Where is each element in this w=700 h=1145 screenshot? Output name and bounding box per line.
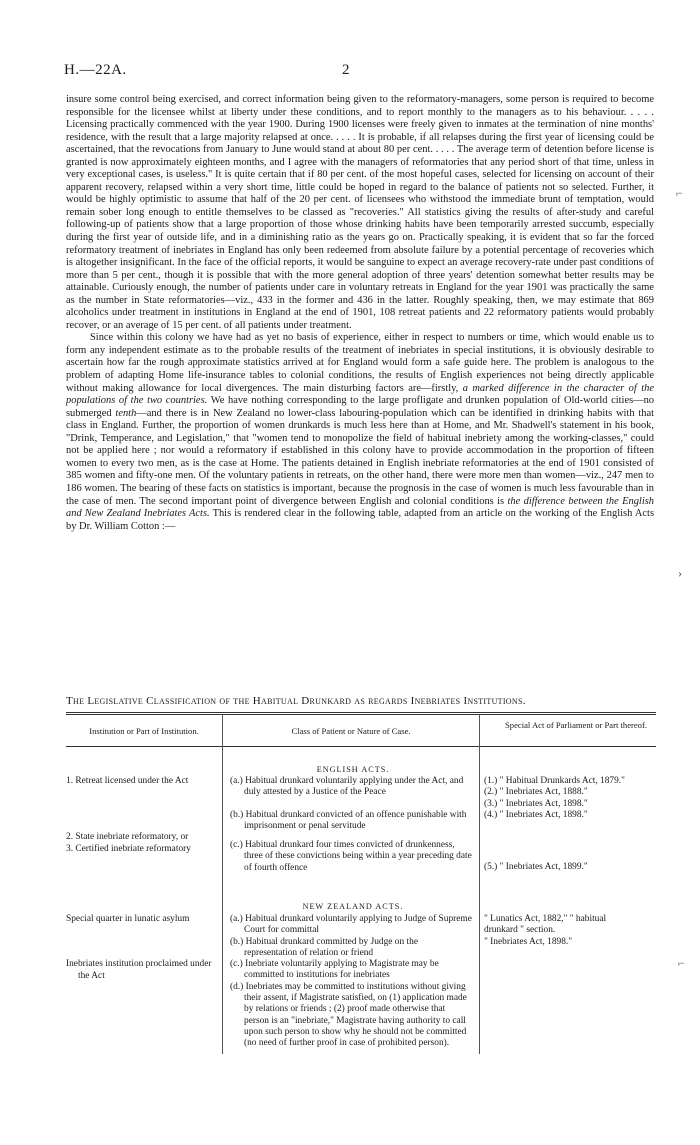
classification-table — [66, 710, 656, 1120]
english-acts — [484, 776, 656, 873]
body-text — [66, 94, 654, 533]
english-institutions — [66, 776, 218, 855]
paragraph-2: Since within this colony we have had as yet no basis of experience, either in respect to numbers or time, which would enable us to form any independent estimate as to the probable results of the treatment of inebriates in special institutions, it is obviously desirable to ascertain how far the rough approximate statistics arrived at for England would form a safe guide here. The problem is analogous to the problem of adapting Home life-insurance tables to colonial conditions, the results of English experiences not being directly applicable without making allowance for local divergences. The main disturbing factors are—firstly, a marked difference in the character of the populations of the two countries. We have nothing corresponding to the large profligate and drunken population of Old-world cities—no submerged tenth—and there is in New Zealand no lower-class labouring-population which can be identified in drinking habits with that class in England. Further, the proportion of women drunkards is much less here than at Home, and Mr. Shadwell's statement in his book, "Drink, Temperance, and Legislation," that "women tend to monopolize the field of habitual inebriety among the working-classes," could not be applied here ; nor would a reformatory if established in this colony have to provide accommodation in the proportion of fifteen women to every two men, as is the case at Home. The patients detained in English inebriate reformatories at the end of 1901 consisted of 385 women and fifty-one men. Of the voluntary patients in retreats, on the other hand, there were more men than women—viz., 247 men to 186 women. The bearing of these facts on statistics is important, because the prognosis in the case of women is much less favourable than in the case of men. The second important point of divergence between English and colonial conditions is the difference between the English and New Zealand Inebriates Acts. This is rendered clear in the following table, adapted from an article on the working of the English Acts by Dr. William Cotton :— — [66, 332, 655, 532]
nz-acts — [484, 914, 614, 948]
document-reference: H.—22A. — [64, 62, 127, 78]
column-header-act: Special Act of Parliament or Part thereof. — [505, 720, 647, 730]
nz-institutions — [66, 914, 218, 982]
paragraph-1: insure some control being exercised, and correct information being given to the reformatory-managers, some person is required to become responsible for the licensee whilst at liberty under these conditions, and to report monthly to the managers as to his behaviour. . . . . Licensing practically commenced with the year 1900. During 1900 licenses were freely given to inmates at the termination of nine months' residence, with the result that a large majority relapsed at once. . . . . It is probable, if all relapses during the first year of licensing could be ascertained, that the revocations from January to June would stand at about 80 per cent. . . . . The average term of detention before license is granted is now approximately eighteen months, and I agree with the managers of reformatories that any period short of that time, unless in very exceptional cases, is useless." It is quite certain that if 80 per cent. of the most hopeful cases, selected for licensing on account of their apparent recovery, relapsed within a very short time, little could be hoped in regard to the balance of patients not so selected. Further, it would be highly optimistic to assume that half of the 20 per cent. of licensees who withstood the immediate brunt of temptation, would remain sober long enough to entitle themselves to be classed as "recoveries." All statistics giving the results of after-study and careful following-up of patients show that a large proportion of those whose drinking habits have been temporarily arrested succumb, especially during the first year of outside life, and in a diminishing ratio as the years go on. Practically speaking, it is evident that so far the forced reformatory treatment of inebriates in England has only been redeemed from absolute failure by a potential percentage of recoveries which is altogether insignificant. In the face of the official reports, it would be sanguine to expect an average recovery-rate under past conditions of more than 5 per cent., though it is possible that with the more general adoption of three years' detention somewhat better results may be attainable. Curiously enough, the number of patients under care in voluntary retreats in England for the year 1901 was practically the same as the number in State reformatories—viz., 433 in the former and 436 in the latter. Roughly speaking, then, we may estimate that 869 alcoholics under treatment in institutions in England at the end of 1901, 108 retreat patients and 22 reformatory patients would probably recover, or an average of 15 per cent. of all patients under treatment. — [66, 94, 654, 331]
act-item: (5.) " Inebriates Act, 1899." — [484, 862, 588, 873]
table-rule-top-double — [66, 714, 656, 715]
act-item: " Inebriates Act, 1898." — [484, 936, 573, 947]
margin-mark: ⌐ — [678, 956, 685, 970]
column-header-institution: Institution or Part of Institution. — [89, 726, 199, 736]
institution-item: 1. Retreat licensed under the Act — [66, 776, 189, 786]
class-item: (b.) Habitual drunkard committed by Judge on the representation of relation or friend — [230, 936, 418, 958]
act-item: (4.) " Inebriates Act, 1898." — [484, 809, 588, 820]
act-item: (1.) " Habitual Drunkards Act, 1879." — [484, 776, 625, 786]
class-item: (c.) Inebriate voluntarily applying to Magistrate may be committed to institutions for inebriates — [230, 959, 439, 981]
column-header-class: Class of Patient or Nature of Case. — [291, 726, 411, 736]
class-item: (c.) Habitual drunkard four times convicted of drunkenness, three of these convictions being within a year preceding date of fourth offence — [230, 840, 472, 873]
institution-item: Inebriates institution proclaimed under the Act — [66, 959, 212, 981]
act-item: " Lunatics Act, 1882," " habitual drunkard " section. — [484, 914, 607, 936]
class-item: (a.) Habitual drunkard voluntarily applying under the Act, and duly attested by a Justice of the Peace — [230, 776, 464, 798]
page-number: 2 — [342, 62, 350, 78]
class-item: (b.) Habitual drunkard convicted of an offence punishable with imprisonment or penal servitude — [230, 809, 467, 831]
institution-item: 3. Certified inebriate reformatory — [66, 843, 191, 854]
act-item: (2.) " Inebriates Act, 1888." — [484, 787, 588, 798]
margin-mark: › — [678, 566, 682, 580]
table-rule-header — [66, 746, 656, 747]
table-caption: The Legislative Classification of the Habitual Drunkard as regards Inebriates Institutions. — [66, 695, 526, 707]
act-item: (3.) " Inebriates Act, 1898." — [484, 798, 588, 809]
section-heading-english: ENGLISH ACTS. — [316, 765, 390, 774]
class-item: (a.) Habitual drunkard voluntarily applying to Judge of Supreme Court for committal — [230, 914, 472, 936]
column-divider-1 — [222, 714, 223, 1054]
nz-classes — [230, 914, 472, 1050]
institution-item: Special quarter in lunatic asylum — [66, 914, 190, 924]
english-classes — [230, 776, 472, 874]
margin-mark: ⌐ — [676, 186, 683, 200]
section-heading-new-zealand: NEW ZEALAND ACTS. — [302, 902, 404, 911]
institution-item: 2. State inebriate reformatory, or — [66, 832, 189, 843]
class-item: (d.) Inebriates may be committed to institutions without giving their assent, if Magistrate satisfied, on (1) application made by relations or friends ; (2) proof made otherwise that person is an "inebriate," Magistrate having authority to call upon such person to show why he should not be committed (no need of further proof in case of prohibited person). — [230, 981, 467, 1049]
page-header — [64, 62, 654, 82]
table-rule-top — [66, 712, 656, 713]
